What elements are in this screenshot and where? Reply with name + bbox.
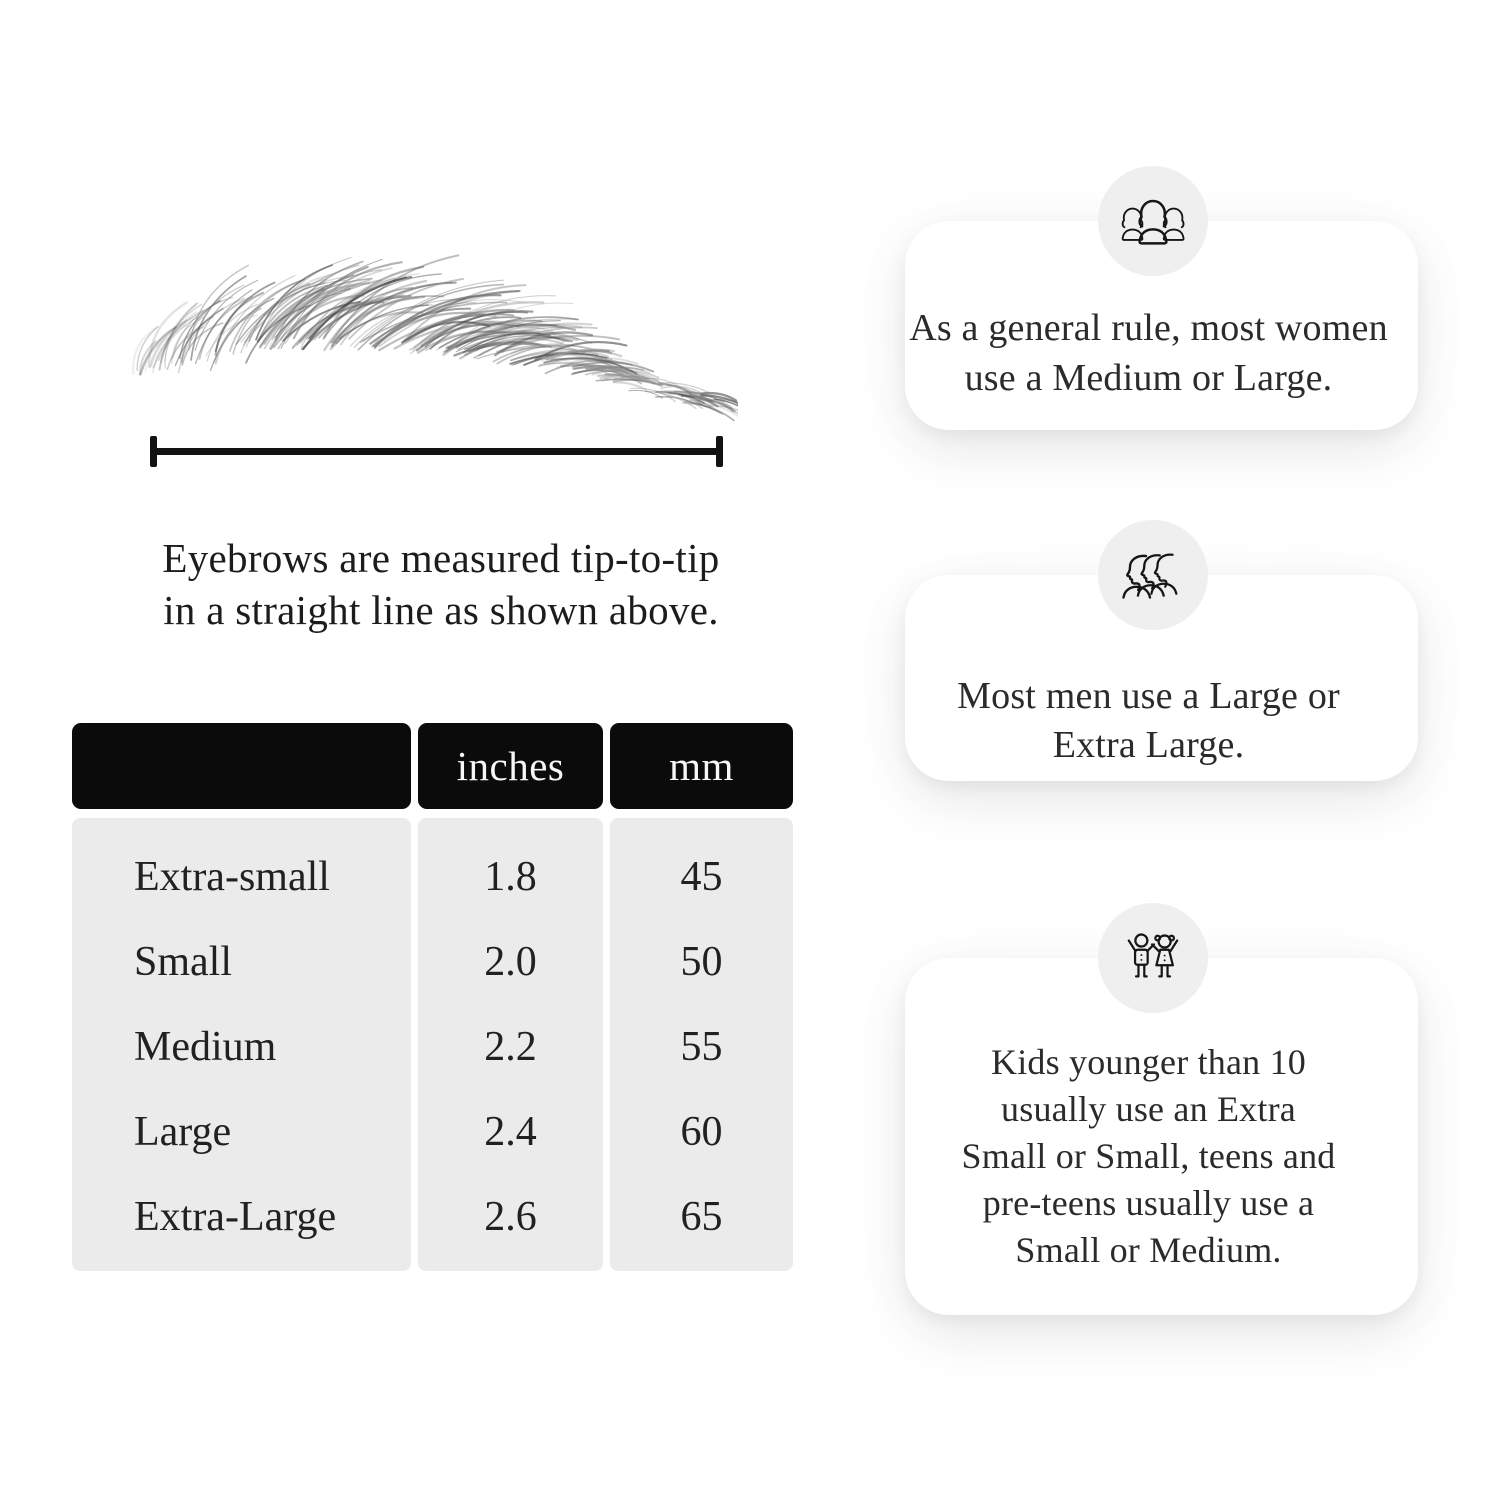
table-column-inches	[418, 818, 603, 1271]
table-cell-size: Extra-Large	[134, 1193, 337, 1240]
figure-caption	[110, 532, 772, 636]
table-cell-mm: 60	[680, 1108, 723, 1155]
icon-badge	[1098, 166, 1208, 276]
measurement-line	[150, 436, 723, 467]
table-header-mm: mm	[610, 723, 793, 809]
caption-line-1: Eyebrows are measured tip-to-tip	[162, 535, 720, 581]
card-line: Most men use a Large or	[957, 675, 1340, 717]
size-table-body	[72, 818, 793, 1271]
table-cell-mm: 65	[680, 1193, 723, 1240]
card-line: pre-teens usually use a	[982, 1183, 1315, 1223]
table-cell-inches: 2.2	[484, 1023, 537, 1070]
table-cell-mm: 50	[680, 938, 723, 985]
card-line: Small or Small, teens and	[961, 1136, 1336, 1176]
card-text	[905, 672, 1392, 770]
card-text	[905, 303, 1392, 403]
table-column-mm	[610, 818, 793, 1271]
table-cell-size: Large	[134, 1108, 232, 1155]
table-column-sizes	[72, 818, 411, 1271]
card-line: As a general rule, most women	[909, 307, 1388, 349]
table-cell-inches: 1.8	[484, 853, 537, 900]
table-cell-inches: 2.6	[484, 1193, 537, 1240]
card-line: Kids younger than 10	[991, 1042, 1306, 1082]
measure-bar	[153, 448, 720, 455]
card-men	[905, 575, 1418, 781]
icon-badge	[1098, 520, 1208, 630]
table-cell-inches: 2.4	[484, 1108, 537, 1155]
card-women	[905, 221, 1418, 430]
card-kids	[905, 958, 1418, 1315]
caption-line-2: in a straight line as shown above.	[163, 587, 719, 633]
table-cell-size: Extra-small	[134, 853, 330, 900]
card-line: usually use an Extra	[1001, 1089, 1296, 1129]
table-cell-size: Medium	[134, 1023, 277, 1070]
table-cell-inches: 2.0	[484, 938, 537, 985]
men-group-icon	[1120, 551, 1186, 599]
size-table-header	[72, 723, 793, 809]
card-line: use a Medium or Large.	[964, 357, 1333, 399]
measure-tick-right	[716, 436, 723, 467]
table-cell-size: Small	[134, 938, 233, 985]
card-line: Extra Large.	[1052, 724, 1245, 766]
table-cell-mm: 55	[680, 1023, 723, 1070]
eyebrow-illustration	[118, 237, 738, 437]
women-group-icon	[1119, 196, 1187, 246]
table-header-blank	[72, 723, 411, 809]
table-header-inches: inches	[418, 723, 603, 809]
card-line: Small or Medium.	[1015, 1230, 1282, 1270]
kids-icon	[1122, 929, 1184, 985]
icon-badge	[1098, 903, 1208, 1013]
table-cell-mm: 45	[680, 853, 723, 900]
card-text	[905, 1039, 1392, 1274]
